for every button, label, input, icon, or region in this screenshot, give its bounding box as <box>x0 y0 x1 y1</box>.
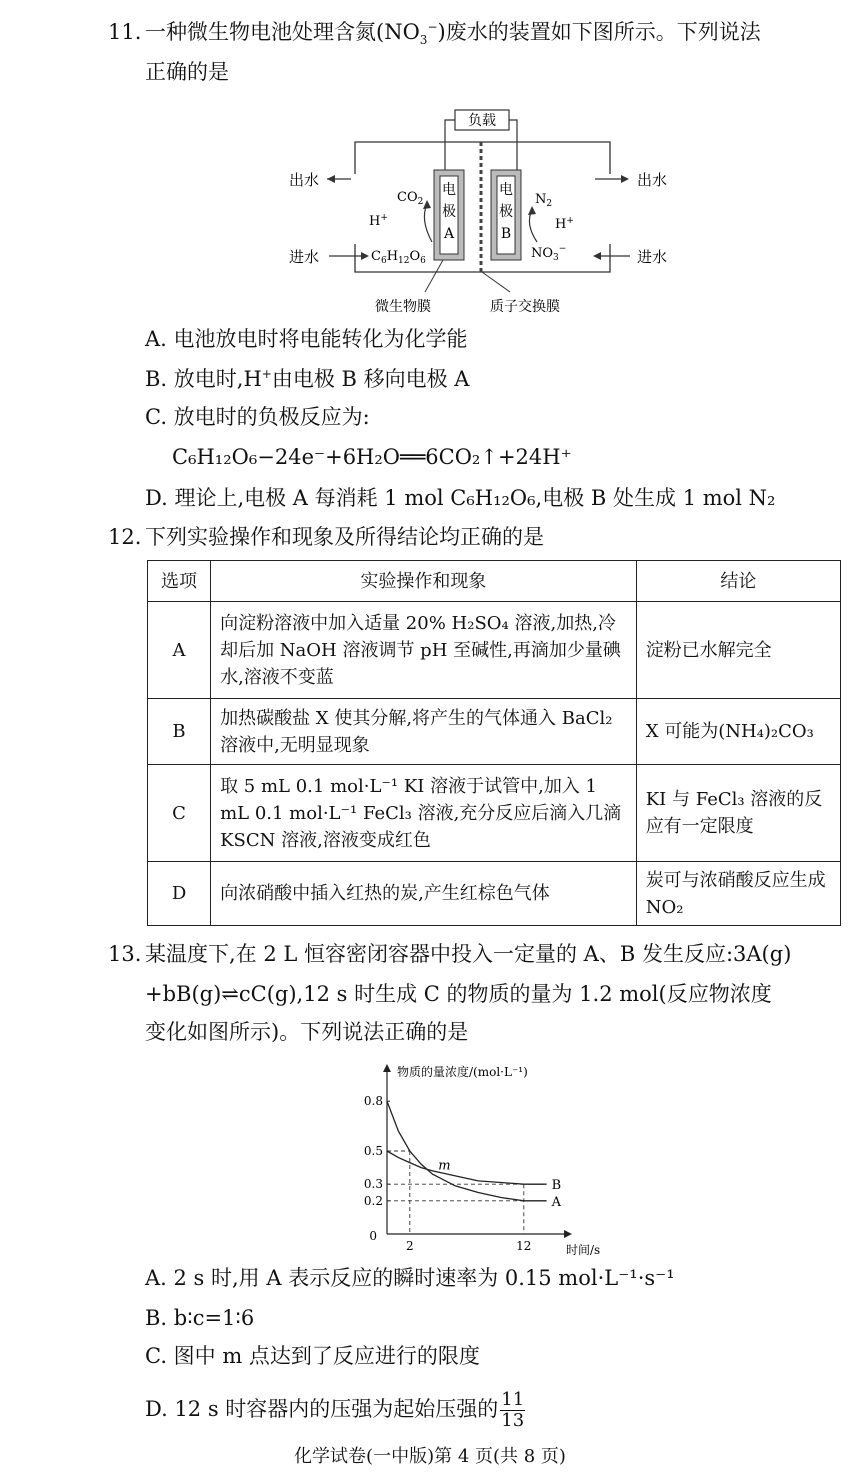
n2-label: $N_2$ <box>535 192 553 209</box>
microbial-cell-diagram <box>285 104 685 319</box>
q11-option-c: C. 放电时的负极反应为: <box>145 405 370 429</box>
inlet-left-label: 进水 <box>289 248 320 266</box>
q13-option-a: A. 2 s 时,用 A 表示反应的瞬时速率为 0.15 mol·L⁻¹·s⁻¹ <box>145 1266 675 1290</box>
glucose-label: $C_6H_{12}O_6$ <box>371 249 426 266</box>
x-axis-arrow <box>564 1230 572 1238</box>
page-footer: 化学试卷(一中版)第 4 页(共 8 页) <box>294 1446 566 1467</box>
y-tick-label: 0.2 <box>363 1193 383 1208</box>
q11-stem-line2: 正确的是 <box>145 60 229 84</box>
proton-membrane-label: 质子交换膜 <box>490 299 560 315</box>
electrode-b-char1: 电 <box>499 182 513 198</box>
q11-stem-line1: 一种微生物电池处理含氮$(NO_3^-)$废水的装置如下图所示。下列说法 <box>145 20 761 48</box>
h-left-label: H+ <box>369 213 388 229</box>
q11-option-a: A. 电池放电时将电能转化为化学能 <box>145 327 468 351</box>
series-line-a <box>387 1101 547 1201</box>
row-operation: 向浓硝酸中插入红热的炭,产生红棕色气体 <box>211 862 637 926</box>
row-operation: 向淀粉溶液中加入适量 20% H₂SO₄ 溶液,加热,冷却后加 NaOH 溶液调节 pH 至碱性,再滴加少量碘水,溶液不变蓝 <box>211 602 637 699</box>
pressure-fraction: $\frac{11}{13}$ <box>501 1389 525 1431</box>
load-label: 负载 <box>468 113 496 129</box>
electrode-a-char1: 电 <box>442 182 456 198</box>
row-operation: 取 5 mL 0.1 mol·L⁻¹ KI 溶液于试管中,加入 1 mL 0.1 mol·L⁻¹ FeCl₃ 溶液,充分反应后滴入几滴 KSCN 溶液,溶液变成红色 <box>211 765 637 862</box>
series-label-b: B <box>551 1178 562 1194</box>
x-tick-label: 2 <box>405 1239 414 1253</box>
header-operation: 实验操作和现象 <box>211 561 637 602</box>
table-row <box>148 602 841 699</box>
outlet-right-label: 出水 <box>637 171 668 189</box>
q13-stem-line3: 变化如图所示)。下列说法正确的是 <box>145 1020 469 1044</box>
inlet-right-label: 进水 <box>637 248 668 266</box>
outlet-left-label: 出水 <box>289 171 320 189</box>
electrode-b-char2: 极 <box>499 204 513 220</box>
q13-number: 13. <box>108 942 142 966</box>
co2-label: $CO_2$ <box>397 190 424 207</box>
row-option: C <box>148 765 211 862</box>
row-conclusion: X 可能为(NH₄)₂CO₃ <box>636 699 840 765</box>
row-option: B <box>148 699 211 765</box>
y-axis-arrow <box>383 1064 391 1072</box>
row-conclusion: 淀粉已水解完全 <box>636 602 840 699</box>
q13-option-b: B. b∶c=1∶6 <box>145 1306 255 1330</box>
electrode-a-char3: A <box>443 226 455 242</box>
q11-number: 11. <box>108 20 142 44</box>
q11-option-c-equation: C₆H₁₂O₆−24e⁻+6H₂O══6CO₂↑+24H⁺ <box>172 445 572 469</box>
header-conclusion: 结论 <box>636 561 840 602</box>
x-axis-label: 时间/s <box>566 1243 601 1257</box>
header-option: 选项 <box>148 561 211 602</box>
q13-option-c: C. 图中 m 点达到了反应进行的限度 <box>145 1344 480 1368</box>
h-right-label: H+ <box>555 216 574 232</box>
q11-option-d: D. 理论上,电极 A 每消耗 1 mol C₆H₁₂O₆,电极 B 处生成 1 mol N₂ <box>145 486 776 510</box>
row-option: D <box>148 862 211 926</box>
row-operation: 加热碳酸盐 X 使其分解,将产生的气体通入 BaCl₂ 溶液中,无明显现象 <box>211 699 637 765</box>
table-header-row <box>148 561 841 602</box>
origin-label: 0 <box>369 1229 377 1243</box>
no3-label: $NO_3^-$ <box>531 244 567 263</box>
series-label-a: A <box>551 1194 561 1210</box>
y-tick-label: 0.5 <box>363 1144 383 1158</box>
y-axis-label: 物质的量浓度/(mol·L⁻¹) <box>397 1065 528 1079</box>
series-line-b <box>387 1151 547 1184</box>
table-row <box>148 765 841 862</box>
row-option: A <box>148 602 211 699</box>
experiment-table <box>147 560 841 926</box>
point-m-label: m <box>438 1158 451 1174</box>
table-row <box>148 862 841 926</box>
q12-number: 12. <box>108 525 142 549</box>
q13-stem-line1: 某温度下,在 2 L 恒容密闭容器中投入一定量的 A、B 发生反应:3A(g) <box>145 942 792 966</box>
x-tick-label: 12 <box>516 1239 532 1253</box>
y-tick-label: 0.3 <box>363 1177 383 1192</box>
microbial-film-label: 微生物膜 <box>375 299 431 315</box>
q13-option-d: D. 12 s 时容器内的压强为起始压强的 $\frac{11}{13}$ <box>145 1389 525 1431</box>
q11-option-b: B. 放电时,H+由电极 B 移向电极 A <box>145 367 470 391</box>
y-tick-label: 0.8 <box>363 1094 383 1109</box>
electrode-a-char2: 极 <box>442 204 456 220</box>
q13-stem-line2: +bB(g)⇌cC(g),12 s 时生成 C 的物质的量为 1.2 mol(反应物浓度 <box>145 982 772 1006</box>
concentration-chart <box>345 1062 615 1262</box>
table-row <box>148 699 841 765</box>
row-conclusion: KI 与 FeCl₃ 溶液的反应有一定限度 <box>636 765 840 862</box>
electrode-b-char3: B <box>500 226 512 242</box>
row-conclusion: 炭可与浓硝酸反应生成 NO₂ <box>636 862 840 926</box>
q12-stem: 下列实验操作和现象及所得结论均正确的是 <box>145 525 544 549</box>
